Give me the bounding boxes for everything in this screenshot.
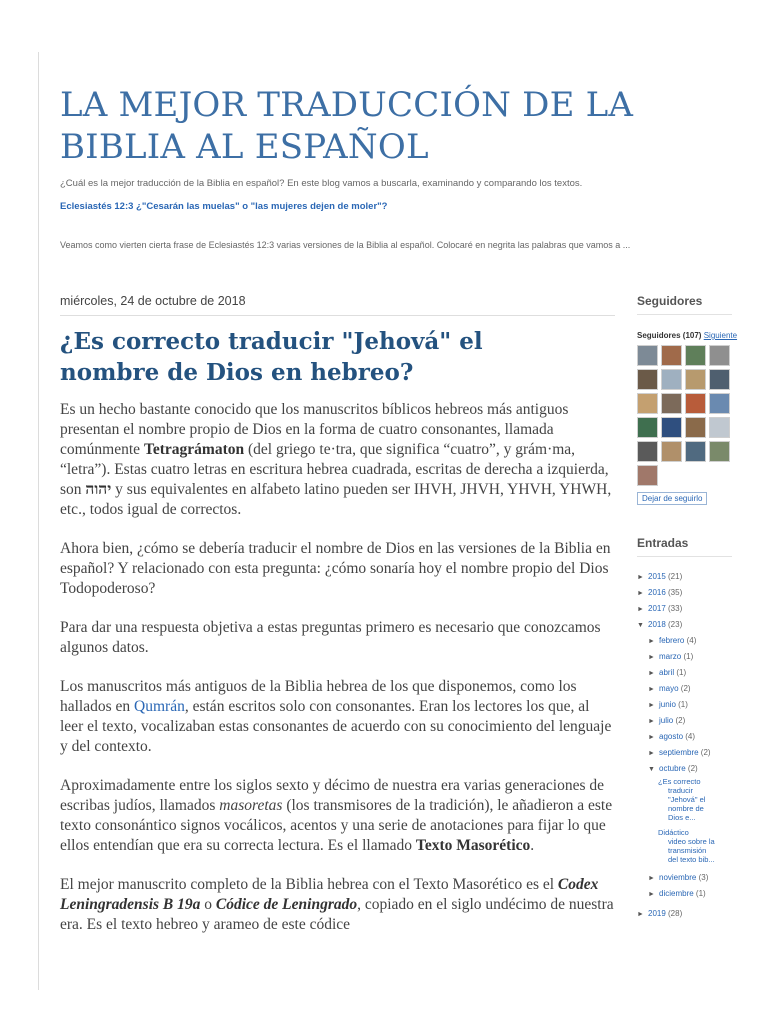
featured-post-snippet: Veamos como vierten cierta frase de Eclesiastés 12:3 varias versiones de la Biblia al español. Colocaré en negrita las palabras que vamos a ... <box>60 240 631 250</box>
archive-toggle-icon[interactable]: ► <box>648 734 655 741</box>
follower-avatar[interactable] <box>637 417 658 438</box>
qumran-link[interactable]: Qumrán <box>134 698 185 715</box>
follower-avatar[interactable] <box>661 345 682 366</box>
archive-month-item[interactable] <box>637 681 732 697</box>
archive-toggle-icon[interactable]: ► <box>648 686 655 693</box>
followers-count: Seguidores (107) Siguiente <box>637 331 738 340</box>
archive-count: (28) <box>665 909 683 918</box>
archive-year-item[interactable] <box>637 585 732 601</box>
archive-month-item[interactable] <box>637 745 732 761</box>
blog-header <box>60 84 680 250</box>
follower-avatar[interactable] <box>685 417 706 438</box>
archive-link[interactable]: mayo <box>659 684 679 693</box>
follower-avatar[interactable] <box>685 345 706 366</box>
archive-month-item[interactable] <box>637 886 732 902</box>
archive-link[interactable]: febrero <box>659 636 685 645</box>
post-paragraph: Para dar una respuesta objetiva a estas preguntas primero es necesario que conozcamos algunos datos. <box>60 619 601 656</box>
archive-count: (1) <box>681 652 694 661</box>
archive-month-item[interactable] <box>637 665 732 681</box>
archive-toggle-icon[interactable]: ► <box>648 891 655 898</box>
archive-toggle-icon[interactable]: ► <box>637 606 644 613</box>
archive-toggle-icon[interactable]: ► <box>637 574 644 581</box>
follower-avatar[interactable] <box>709 393 730 414</box>
archive-year-item[interactable] <box>637 906 732 922</box>
follower-avatars <box>637 345 733 486</box>
archive-link[interactable]: septiembre <box>659 748 699 757</box>
archive-link[interactable]: julio <box>659 716 674 725</box>
archive-month-item[interactable] <box>637 870 732 886</box>
follower-avatar[interactable] <box>709 369 730 390</box>
archive-toggle-icon[interactable]: ► <box>637 590 644 597</box>
archive-toggle-icon[interactable]: ► <box>648 718 655 725</box>
follower-avatar[interactable] <box>637 369 658 390</box>
follower-avatar[interactable] <box>685 441 706 462</box>
archive-toggle-icon[interactable]: ► <box>648 702 655 709</box>
main-column <box>60 294 615 954</box>
archive-year-item[interactable] <box>637 601 732 617</box>
blog-archive <box>637 569 732 922</box>
follower-avatar[interactable] <box>661 393 682 414</box>
archive-toggle-icon[interactable]: ► <box>648 638 655 645</box>
archive-count: (3) <box>696 873 709 882</box>
post-paragraph: Es un hecho bastante conocido que los manuscritos bíblicos hebreos más antiguos presentan el nombre propio de Dios en la forma de cuatro consonantes, llamada comúnmente Tetragrámaton (del griego te·tra, que significa “cuatro”, y grám·ma, “letra”). Estas cuatro letras en escritura hebrea cuadrada, escritas de derecha a izquierda, son יהוה y sus equivalentes en alfabeto latino pueden ser IHVH, JHVH, YHVH, YHWH, etc., todos igual de correctos. <box>60 401 612 518</box>
archive-link[interactable]: noviembre <box>659 873 697 882</box>
archive-count: (4) <box>684 636 697 645</box>
post-paragraph: Los manuscritos más antiguos de la Biblia hebrea de los que disponemos, como los hallados en Qumrán, están escritos solo con consonantes. Eran los lectores los que, al leer el texto, vocalizaban estas consonantes de acuerdo con su conocimiento del lenguaje y del contexto. <box>60 678 612 755</box>
followers-next-link[interactable]: Siguiente <box>703 331 738 340</box>
archive-toggle-icon[interactable]: ▼ <box>648 766 655 773</box>
blog-title[interactable]: LA MEJOR TRADUCCIÓN DE LA BIBLIA AL ESPAÑOL <box>60 85 634 167</box>
archive-post-link[interactable]: ¿Es correcto traducir "Jehová" el nombre de Dios e... <box>658 777 706 822</box>
archive-toggle-icon[interactable]: ▼ <box>637 622 644 629</box>
follower-avatar[interactable] <box>637 465 658 486</box>
archive-count: (2) <box>678 684 691 693</box>
archive-link[interactable]: marzo <box>659 652 682 661</box>
archive-link[interactable]: 2016 <box>648 588 666 597</box>
post-body <box>60 400 615 935</box>
archive-count: (2) <box>685 764 698 773</box>
post-date: miércoles, 24 de octubre de 2018 <box>60 294 615 316</box>
follower-avatar[interactable] <box>709 345 730 366</box>
archive-link[interactable]: diciembre <box>659 889 694 898</box>
archive-count: (2) <box>673 716 686 725</box>
archive-link[interactable]: octubre <box>659 764 686 773</box>
archive-month-item[interactable] <box>637 649 732 665</box>
follower-avatar[interactable] <box>637 345 658 366</box>
archive-count: (1) <box>675 700 688 709</box>
archive-year-item[interactable] <box>637 617 732 633</box>
unfollow-button[interactable]: Dejar de seguirlo <box>637 492 707 505</box>
archive-toggle-icon[interactable]: ► <box>648 750 655 757</box>
follower-avatar[interactable] <box>637 393 658 414</box>
archive-toggle-icon[interactable]: ► <box>637 911 644 918</box>
archive-link[interactable]: agosto <box>659 732 684 741</box>
follower-avatar[interactable] <box>685 369 706 390</box>
archive-count: (1) <box>674 668 687 677</box>
archive-link[interactable]: junio <box>659 700 676 709</box>
featured-post-link[interactable]: Eclesiastés 12:3 ¿"Cesarán las muelas" o "las mujeres dejen de moler"? <box>60 201 388 212</box>
follower-avatar[interactable] <box>685 393 706 414</box>
archive-link[interactable]: 2015 <box>648 572 666 581</box>
archive-toggle-icon[interactable]: ► <box>648 875 655 882</box>
follower-avatar[interactable] <box>709 441 730 462</box>
post-paragraph: Aproximadamente entre los siglos sexto y décimo de nuestra era varias generaciones de escribas judíos, llamados masoretas (los transmisores de la tradición), le añadieron a este texto consonántico signos vocálicos, acentos y una serie de anotaciones para fijar lo que ellos entendían que era su correcta lectura. Es el llamado Texto Masorético. <box>60 777 613 854</box>
follower-avatar[interactable] <box>709 417 730 438</box>
follower-avatar[interactable] <box>637 441 658 462</box>
archive-toggle-icon[interactable]: ► <box>648 654 655 661</box>
archive-count: (21) <box>665 572 683 581</box>
blog-description: ¿Cuál es la mejor traducción de la Biblia en español? En este blog vamos a buscarla, examinando y comparando los textos. <box>60 178 583 189</box>
post-paragraph: El mejor manuscrito completo de la Biblia hebrea con el Texto Masorético es el Codex Leningradensis B 19a o Códice de Leningrado, copiado en el siglo undécimo de nuestra era. Es el texto hebreo y arameo de este códice <box>60 876 614 933</box>
archive-post-link[interactable]: Didáctico video sobre la transmisión del texto bib... <box>658 828 715 864</box>
post-title[interactable]: ¿Es correcto traducir "Jehová" el nombre de Dios en hebreo? <box>60 328 483 386</box>
archive-count: (35) <box>665 588 683 597</box>
archive-count: (4) <box>683 732 696 741</box>
followers-widget-title: Seguidores <box>637 294 732 315</box>
archive-count: (33) <box>665 604 683 613</box>
archive-year-item[interactable] <box>637 569 732 585</box>
archive-link[interactable]: 2017 <box>648 604 666 613</box>
archive-month-item[interactable] <box>637 713 732 729</box>
follower-avatar[interactable] <box>661 369 682 390</box>
follower-avatar[interactable] <box>661 417 682 438</box>
archive-link[interactable]: 2019 <box>648 909 666 918</box>
follower-avatar[interactable] <box>661 441 682 462</box>
archive-count: (1) <box>693 889 706 898</box>
hebrew-tetragrammaton: יהוה <box>85 481 112 498</box>
archive-link[interactable]: 2018 <box>648 620 666 629</box>
sidebar <box>637 294 738 922</box>
archive-link[interactable]: abril <box>659 668 675 677</box>
archive-month-item[interactable] <box>637 697 732 713</box>
archive-month-item[interactable] <box>637 729 732 745</box>
page-left-border <box>38 52 39 990</box>
archive-count: (2) <box>698 748 711 757</box>
archive-month-item[interactable] <box>637 761 732 777</box>
archive-toggle-icon[interactable]: ► <box>648 670 655 677</box>
archive-count: (23) <box>665 620 683 629</box>
archive-widget-title: Entradas <box>637 536 732 557</box>
post-paragraph: Ahora bien, ¿cómo se debería traducir el nombre de Dios en las versiones de la Biblia en español? Y relacionado con esta pregunta: ¿cómo sonaría hoy el nombre propio del Dios Todopoderoso? <box>60 540 611 597</box>
archive-month-item[interactable] <box>637 633 732 649</box>
